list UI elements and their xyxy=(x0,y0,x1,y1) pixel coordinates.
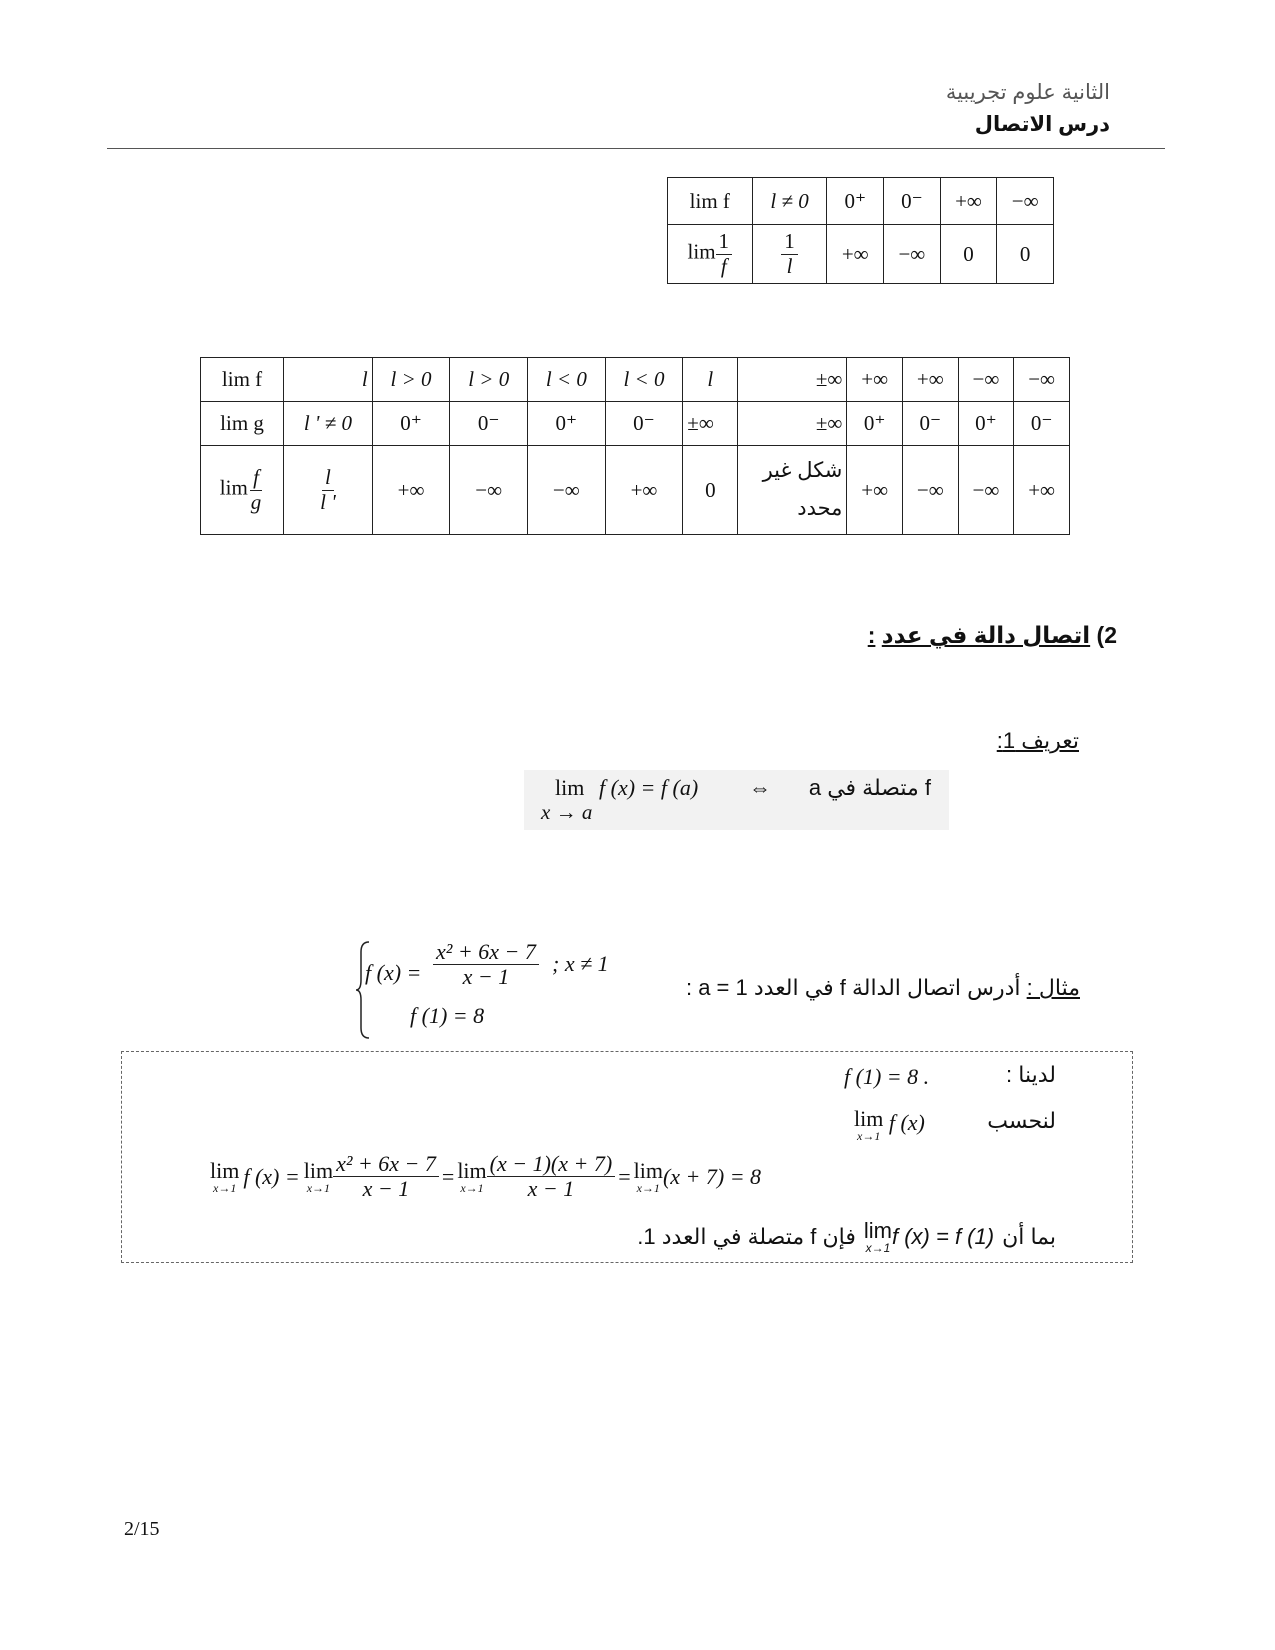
table-cell: 0⁻ xyxy=(884,178,941,225)
limit-quotient-table xyxy=(200,357,1070,535)
table-cell: +∞ xyxy=(605,446,683,535)
conclusion-end: فإن f متصلة في العدد 1. xyxy=(637,1224,856,1249)
table-cell xyxy=(201,446,284,535)
equals-sign: = xyxy=(618,1163,631,1189)
lim-label: lim xyxy=(555,775,585,800)
numerator: (x − 1)(x + 7) xyxy=(487,1152,616,1177)
table-cell: −∞ xyxy=(997,178,1054,225)
fraction xyxy=(248,466,265,513)
numerator: 1 xyxy=(781,230,798,254)
table-cell: 0⁻ xyxy=(450,402,528,446)
table-cell: 0⁺ xyxy=(528,402,606,446)
table-cell: 0⁺ xyxy=(958,402,1014,446)
table-cell: −∞ xyxy=(903,446,959,535)
lim-label: lim xyxy=(687,239,716,264)
table-cell: 0⁺ xyxy=(847,402,903,446)
table-cell: l > 0 xyxy=(372,358,450,402)
table-cell: −∞ xyxy=(884,225,941,284)
sys-condition: ; x ≠ 1 xyxy=(552,951,609,976)
table-cell: +∞ xyxy=(903,358,959,402)
table-cell: lim f xyxy=(201,358,284,402)
left-brace-icon xyxy=(355,940,371,1040)
table-cell: −∞ xyxy=(1014,358,1070,402)
lim-label: lim xyxy=(863,1218,892,1243)
table-cell: l > 0 xyxy=(450,358,528,402)
table-cell: ±∞ xyxy=(738,358,847,402)
sys-lhs: f (x) = xyxy=(365,960,422,985)
calc-result: (x + 7) = 8 xyxy=(662,1163,762,1189)
table-cell: 0 xyxy=(940,225,997,284)
limit-inverse-table xyxy=(667,177,1054,284)
table-cell: l < 0 xyxy=(528,358,606,402)
fraction xyxy=(781,230,798,277)
denominator: l xyxy=(786,253,793,278)
lim-label: lim xyxy=(457,1157,487,1183)
conclusion-start: بما أن xyxy=(1002,1224,1056,1249)
equiv-symbol: ⇔ xyxy=(749,775,771,800)
numerator: f xyxy=(250,466,262,490)
table-cell: +∞ xyxy=(847,446,903,535)
lim-label: lim xyxy=(219,475,248,500)
table-cell xyxy=(752,225,827,284)
table-row xyxy=(668,178,1054,225)
denominator: x − 1 xyxy=(462,964,510,990)
table-cell: 0⁺ xyxy=(827,178,884,225)
sys-line2: f (1) = 8 xyxy=(410,1003,485,1028)
equals-sign: = xyxy=(441,1163,455,1189)
solution-box xyxy=(121,1051,1133,1263)
table-cell: 0⁻ xyxy=(1014,402,1070,446)
lim-label: lim xyxy=(633,1157,663,1183)
conclusion-formula: f (x) = f (1) xyxy=(892,1224,995,1249)
section-heading xyxy=(868,622,1117,649)
function-expr: f (x) xyxy=(888,1110,925,1136)
fraction xyxy=(716,230,733,277)
numerator: x² + 6x − 7 xyxy=(333,1152,439,1177)
solution-given-math: f (1) = 8 . xyxy=(844,1064,930,1089)
lim-block xyxy=(864,1220,892,1254)
definition-text: f متصلة في a xyxy=(808,775,931,800)
definition-title: تعريف 1: xyxy=(996,728,1079,753)
table-cell: ±∞ xyxy=(738,402,847,446)
definition-formula: f (x) = f (a) xyxy=(599,775,699,800)
example-text: أدرس اتصال الدالة f في العدد a = 1 : xyxy=(685,975,1021,1000)
denominator: l ' xyxy=(320,489,336,514)
section-colon: : xyxy=(867,622,876,648)
table-cell: +∞ xyxy=(940,178,997,225)
table-cell: +∞ xyxy=(847,358,903,402)
example-line xyxy=(686,975,1080,1001)
numerator: 1 xyxy=(716,230,733,254)
table-row xyxy=(668,225,1054,284)
piecewise-system xyxy=(355,940,675,1040)
table-cell: 0⁻ xyxy=(605,402,683,446)
lim-subscript: x→1 xyxy=(865,1241,891,1255)
table-cell: −∞ xyxy=(450,446,528,535)
header-level: الثانية علوم تجريبية xyxy=(945,81,1110,104)
solution-given: لدينا : xyxy=(1006,1062,1056,1087)
table-cell xyxy=(284,446,373,535)
table-cell xyxy=(668,225,753,284)
solution-compute: لنحسب xyxy=(987,1108,1056,1133)
lim-subscript: x→1 xyxy=(460,1180,484,1195)
fraction xyxy=(317,466,339,513)
table-cell: 0⁻ xyxy=(903,402,959,446)
table-cell: +∞ xyxy=(827,225,884,284)
denominator: f xyxy=(720,253,727,278)
table-cell: ±∞ xyxy=(683,402,738,446)
table-cell: 0 xyxy=(997,225,1054,284)
conclusion xyxy=(637,1220,1056,1254)
table-cell: l ' ≠ 0 xyxy=(284,402,373,446)
table-cell: −∞ xyxy=(958,446,1014,535)
calc-lhs: f (x) = xyxy=(243,1163,300,1189)
fraction xyxy=(333,1152,439,1201)
conclusion-math xyxy=(864,1220,994,1254)
table-row xyxy=(201,446,1070,535)
table-cell: −∞ xyxy=(958,358,1014,402)
lim-subscript: x→1 xyxy=(213,1180,237,1195)
lim-subscript: x→1 xyxy=(306,1180,331,1195)
table-cell: l ≠ 0 xyxy=(752,178,827,225)
page-number: 2/15 xyxy=(124,1518,160,1540)
fraction xyxy=(487,1152,616,1201)
denominator: x − 1 xyxy=(527,1176,575,1202)
table-cell: +∞ xyxy=(372,446,450,535)
lim-block xyxy=(633,1157,663,1195)
table-row xyxy=(201,402,1070,446)
table-cell: l < 0 xyxy=(605,358,683,402)
table-cell: 0 xyxy=(683,446,738,535)
lim-subscript: x→1 xyxy=(857,1129,881,1143)
table-cell: شكل غير محدد xyxy=(738,446,847,535)
lim-label: lim xyxy=(854,1106,884,1131)
header-rule xyxy=(107,148,1165,149)
example-title: مثال : xyxy=(1026,975,1080,1000)
denominator: g xyxy=(250,489,262,514)
table-cell: l xyxy=(284,358,373,402)
solution-compute-math xyxy=(854,1108,925,1142)
lim-block xyxy=(854,1108,883,1142)
lim-label: lim xyxy=(210,1157,240,1183)
numerator: x² + 6x − 7 xyxy=(433,940,539,965)
lim-subscript: x→1 xyxy=(636,1180,660,1195)
definition-box xyxy=(524,770,949,830)
denominator: x − 1 xyxy=(362,1176,410,1202)
table-cell: 0⁺ xyxy=(372,402,450,446)
limit-computation xyxy=(210,1152,761,1201)
section-number: 2) xyxy=(1096,622,1117,648)
lim-label: lim xyxy=(303,1157,334,1183)
lim-block xyxy=(303,1157,334,1195)
lim-block xyxy=(210,1157,240,1195)
table-cell: lim f xyxy=(668,178,753,225)
lim-subscript: x → a xyxy=(541,800,593,824)
lim-block xyxy=(457,1157,487,1195)
header-lesson: درس الاتصال xyxy=(974,113,1110,136)
table-row xyxy=(201,358,1070,402)
table-cell: lim g xyxy=(201,402,284,446)
table-cell: l xyxy=(683,358,738,402)
fraction xyxy=(433,940,539,989)
table-cell: +∞ xyxy=(1014,446,1070,535)
numerator: l xyxy=(322,466,334,490)
section-title: اتصال دالة في عدد xyxy=(881,622,1091,648)
table-cell: −∞ xyxy=(528,446,606,535)
